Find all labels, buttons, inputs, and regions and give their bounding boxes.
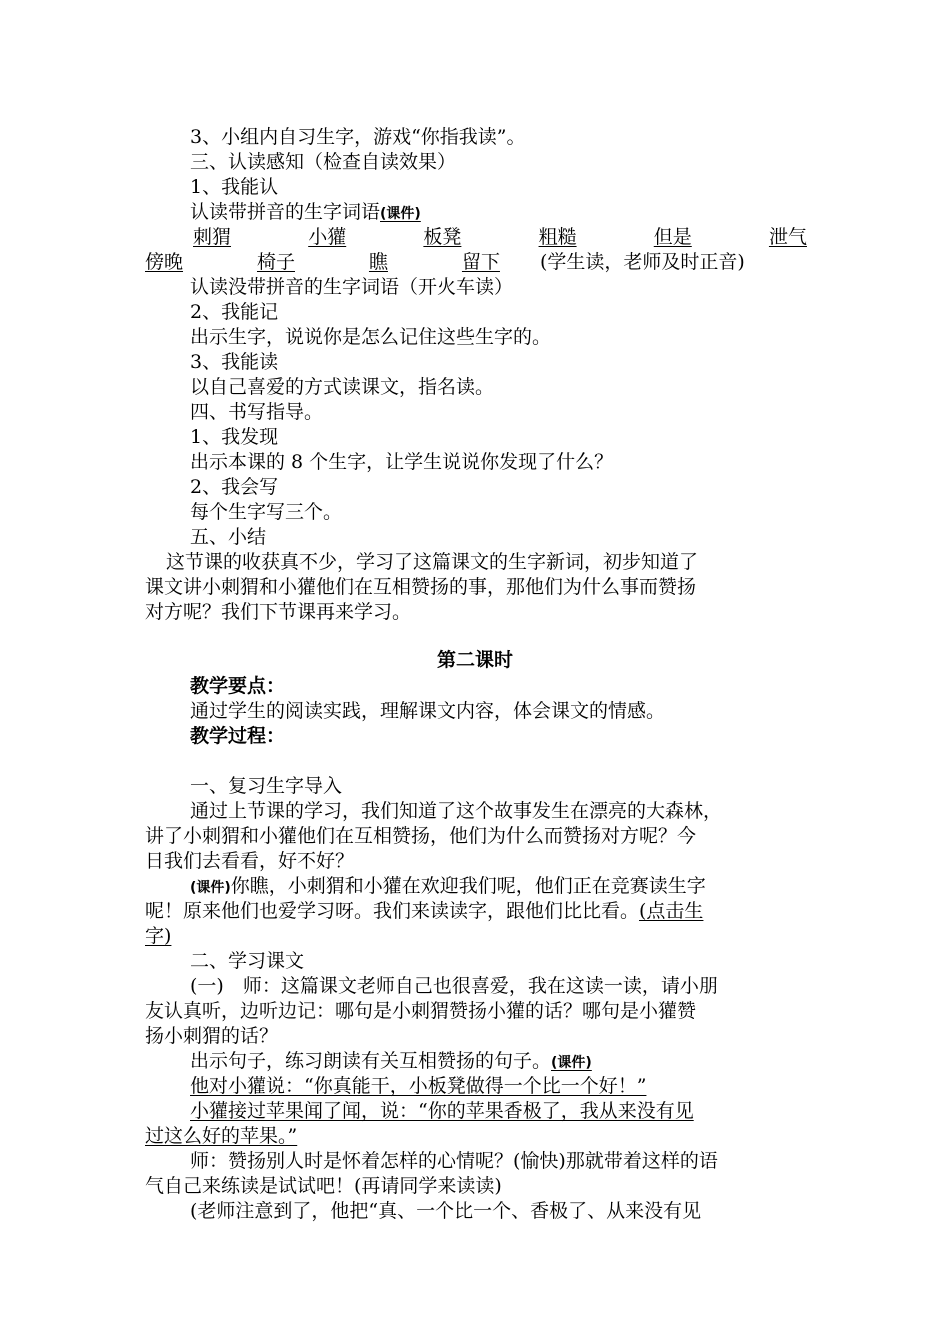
lesson2-title: 第二课时 <box>436 649 513 671</box>
section1-title: 一、复习生字导入 <box>190 775 343 797</box>
intro-line: 日我们去看看，好不好？ <box>145 850 355 872</box>
courseware-line: (课件)你瞧，小刺猬和小獾在欢迎我们呢，他们正在竞赛读生字 <box>190 875 706 897</box>
vocab-word: 刺猬 <box>193 226 232 248</box>
part1-line: (一) 师：这篇课文老师自己也很喜爱，我在这读一读，请小朋 <box>190 975 718 997</box>
section4-title: 四、书写指导。 <box>190 401 324 423</box>
click-characters-link[interactable]: 字) <box>145 925 172 947</box>
section4-item2-body: 每个生字写三个。 <box>190 501 343 523</box>
process-label: 教学过程： <box>190 725 286 747</box>
item2-can-remember: 2、我能记 <box>190 301 279 323</box>
summary-line: 这节课的收获真不少，学习了这篇课文的生字新词，初步知道了 <box>166 551 699 573</box>
courseware-tag: (课件) <box>551 1055 592 1071</box>
item3-can-read: 3、我能读 <box>190 351 279 373</box>
section2-title: 二、学习课文 <box>190 950 305 972</box>
courseware-line <box>145 924 171 949</box>
vocab-note: (学生读，老师及时正音) <box>540 251 745 273</box>
section5-title: 五、小结 <box>190 526 267 548</box>
vocab-word: 粗糙 <box>538 226 577 248</box>
read-pinyin-words: 认读带拼音的生字词语(课件) <box>190 201 421 223</box>
summary-line: 课文讲小刺猬和小獾他们在互相赞扬的事，那他们为什么事而赞扬 <box>145 576 697 598</box>
item1-can-recognize: 1、我能认 <box>190 176 279 198</box>
vocab-word: 泄气 <box>768 226 807 248</box>
show-characters: 出示生字，说说你是怎么记住这些生字的。 <box>190 326 552 348</box>
intro-line: 讲了小刺猬和小獾他们在互相赞扬，他们为什么而赞扬对方呢？今 <box>145 825 697 847</box>
intro-line: 通过上节课的学习，我们知道了这个故事发生在漂亮的大森林， <box>190 800 723 822</box>
vocab-word: 傍晚 <box>145 251 184 273</box>
show-sentences: 出示句子，练习朗读有关互相赞扬的句子。(课件) <box>190 1050 592 1072</box>
section4-item1-body: 出示本课的 8 个生字，让学生说说你发现了什么？ <box>190 451 614 473</box>
summary-line: 对方呢？我们下节课再来学习。 <box>145 601 412 623</box>
teacher-note: (老师注意到了，他把“真、一个比一个、香极了、从来没有见 <box>190 1200 702 1222</box>
key-points-label: 教学要点： <box>190 675 286 697</box>
vocab-word: 板凳 <box>423 226 462 248</box>
section4-item1: 1、我发现 <box>190 426 279 448</box>
quote-badger: 过这么好的苹果。” <box>145 1125 298 1147</box>
section3-title: 三、认读感知（检查自读效果） <box>190 151 457 173</box>
part1-line: 扬小刺猬的话？ <box>145 1025 279 1047</box>
quote-badger: 小獾接过苹果闻了闻，说：“你的苹果香极了，我从来没有见 <box>190 1100 694 1122</box>
vocab-word: 瞧 <box>368 251 388 273</box>
vocab-word: 椅子 <box>256 251 295 273</box>
key-points-text: 通过学生的阅读实践，理解课文内容，体会课文的情感。 <box>190 700 666 722</box>
teacher-question: 师：赞扬别人时是怀着怎样的心情呢？(愉快)那就带着这样的语 <box>190 1150 718 1172</box>
courseware-tag: (课件) <box>190 880 231 896</box>
vocab-row-2 <box>145 250 745 275</box>
vocab-word: 但是 <box>653 226 692 248</box>
read-no-pinyin: 认读没带拼音的生字词语（开火车读） <box>190 276 514 298</box>
courseware-tag: (课件) <box>380 206 421 222</box>
vocab-row-1 <box>145 225 807 250</box>
teacher-question: 气自己来练读是试试吧！(再请同学来读读) <box>145 1175 502 1197</box>
vocab-word: 小獾 <box>308 226 347 248</box>
step3-group-study: 3、小组内自习生字，游戏“你指我读”。 <box>190 126 526 148</box>
read-text-instruction: 以自己喜爱的方式读课文，指名读。 <box>190 376 495 398</box>
quote-hedgehog: 他对小獾说：“你真能干，小板凳做得一个比一个好！” <box>190 1075 647 1097</box>
courseware-line: 呢！原来他们也爱学习呀。我们来读读字，跟他们比比看。(点击生 <box>145 900 704 922</box>
part1-line: 友认真听，边听边记：哪句是小刺猬赞扬小獾的话？哪句是小獾赞 <box>145 1000 697 1022</box>
section4-item2: 2、我会写 <box>190 476 279 498</box>
click-characters-link[interactable]: (点击生 <box>639 900 704 922</box>
vocab-word: 留下 <box>461 251 500 273</box>
